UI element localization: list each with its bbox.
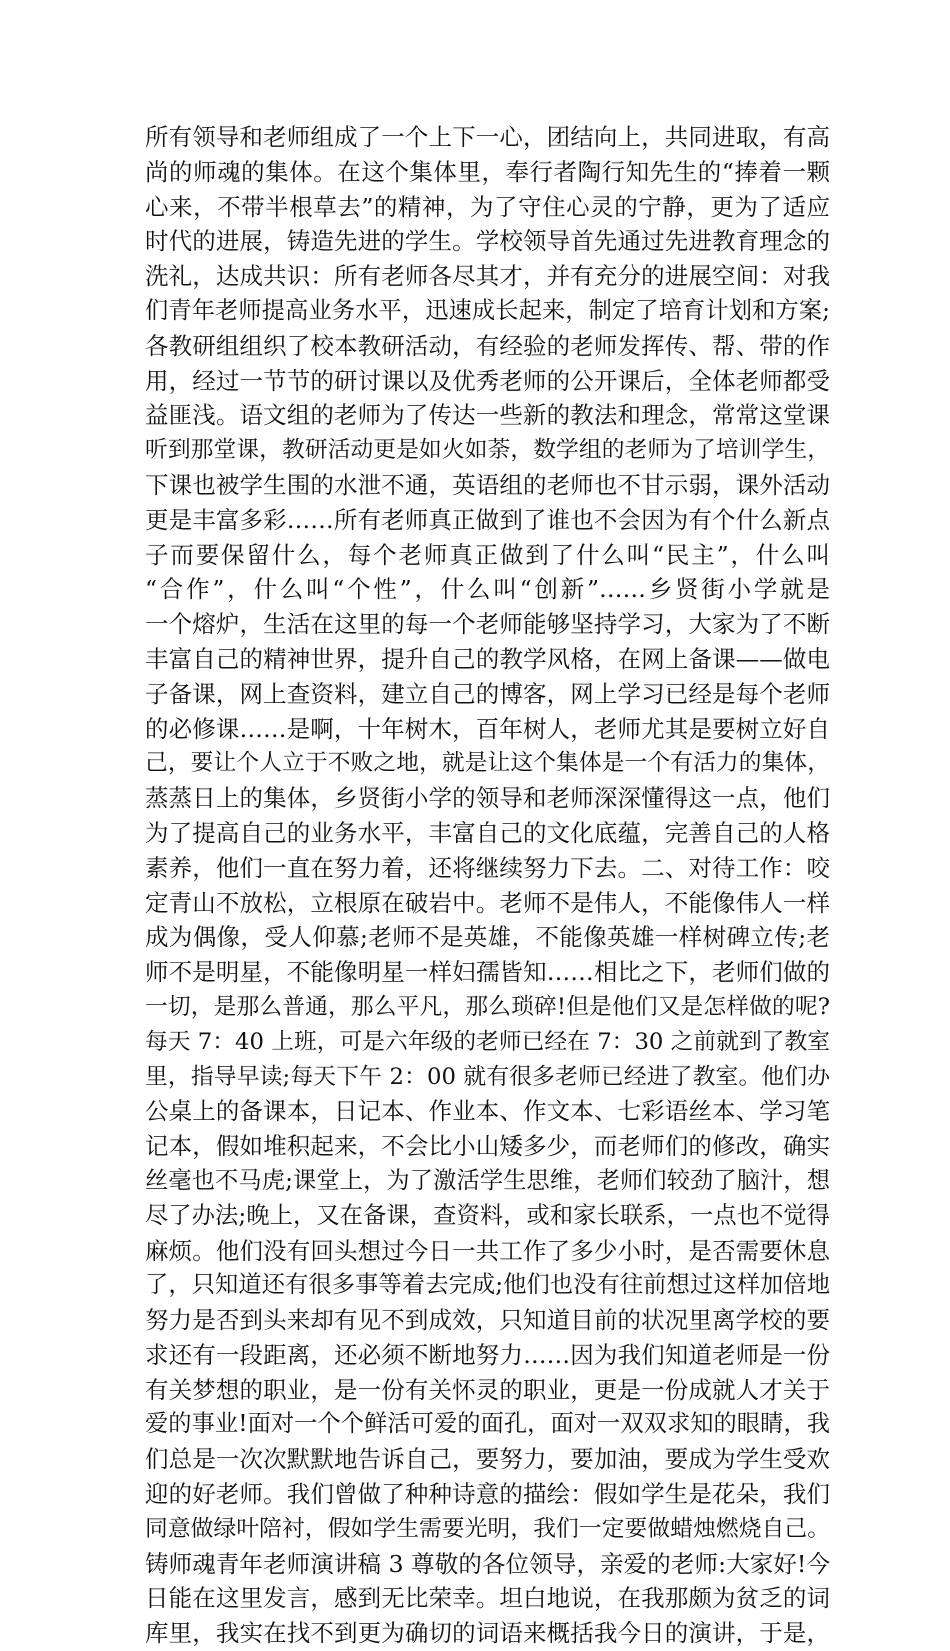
- text-line: 己，要让个人立于不败之地，就是让这个集体是一个有活力的集体，: [145, 750, 830, 777]
- text-line: 里，指导早读;每天下午 2：00 就有很多老师已经进了教室。他们办: [145, 1063, 830, 1090]
- text-line: 洗礼，达成共识：所有老师各尽其才，并有充分的进展空间：对我: [145, 262, 830, 291]
- text-line: 迎的好老师。我们曾做了种种诗意的描绘：假如学生是花朵，我们: [145, 1480, 830, 1509]
- text-line: 的必修课……是啊，十年树木，百年树人，老师尤其是要树立好自: [145, 714, 830, 743]
- text-line: 丝毫也不马虎;课堂上，为了激活学生思维，老师们较劲了脑汁，想: [145, 1166, 830, 1194]
- body-text: [145, 120, 830, 1651]
- text-line: 们青年老师提高业务水平，迅速成长起来，制定了培育计划和方案;: [145, 296, 830, 324]
- text-line: 尽了办法;晚上，又在备课，查资料，或和家长联系，一点也不觉得: [145, 1201, 830, 1229]
- text-line: 时代的进展，铸造先进的学生。学校领导首先通过先进教育理念的: [145, 227, 830, 256]
- text-line: 记本，假如堆积起来，不会比小山矮多少，而老师们的修改，确实: [145, 1132, 830, 1161]
- text-line: 尚的师魂的集体。在这个集体里，奉行者陶行知先生的“捧着一颗: [145, 157, 830, 186]
- text-line: 爱的事业!面对一个个鲜活可爱的面孔，面对一双双求知的眼睛，我: [145, 1410, 830, 1438]
- text-line: 一切，是那么普通，那么平凡，那么琐碎!但是他们又是怎样做的呢?: [145, 993, 830, 1020]
- text-line: 益匪浅。语文组的老师为了传达一些新的教法和理念，常常这堂课: [145, 401, 830, 430]
- text-line: 为了提高自己的业务水平，丰富自己的文化底蕴，完善自己的人格: [145, 818, 830, 847]
- text-line: 求还有一段距离，还必须不断地努力……因为我们知道老师是一份: [145, 1340, 830, 1369]
- text-line: “合作”，什么叫“个性”，什么叫“创新”……乡贤街小学就是: [145, 575, 830, 604]
- text-line: 努力是否到头来却有见不到成效，只知道目前的状况里离学校的要: [145, 1306, 830, 1335]
- text-line: 心来，不带半根草去”的精神，为了守住心灵的宁静，更为了适应: [145, 192, 830, 221]
- text-line: 丰富自己的精神世界，提升自己的教学风格，在网上备课——做电: [145, 644, 830, 673]
- text-line: 蒸蒸日上的集体，乡贤街小学的领导和老师深深懂得这一点，他们: [145, 784, 830, 813]
- text-line: 公桌上的备课本，日记本、作业本、作文本、七彩语丝本、学习笔: [145, 1097, 830, 1126]
- text-line: 用，经过一节节的研讨课以及优秀老师的公开课后，全体老师都受: [145, 366, 830, 395]
- text-line: 素养，他们一直在努力着，还将继续努力下去。二、对待工作：咬: [145, 853, 830, 882]
- text-line: 一个熔炉，生活在这里的每一个老师能够坚持学习，大家为了不断: [145, 610, 830, 639]
- text-line: 师不是明星，不能像明星一样妇孺皆知……相比之下，老师们做的: [145, 958, 830, 987]
- text-line: 子而要保留什么，每个老师真正做到了什么叫“民主”，什么叫: [145, 540, 830, 569]
- text-line: 每天 7：40 上班，可是六年级的老师已经在 7：30 之前就到了教室: [145, 1028, 830, 1055]
- text-line: 了，只知道还有很多事等着去完成;他们也没有往前想过这样加倍地: [145, 1271, 830, 1299]
- text-line: 库里，我实在找不到更为确切的词语来概括我今日的演讲，于是，: [145, 1619, 830, 1648]
- text-line: 各教研组组织了校本教研活动，有经验的老师发挥传、帮、带的作: [145, 331, 830, 360]
- text-line: 更是丰富多彩……所有老师真正做到了谁也不会因为有个什么新点: [145, 505, 830, 534]
- text-line: 同意做绿叶陪衬，假如学生需要光明，我们一定要做蜡烛燃烧自己。: [145, 1515, 830, 1542]
- text-line: 下课也被学生围的水泄不通，英语组的老师也不甘示弱，课外活动: [145, 470, 830, 499]
- text-line: 听到那堂课，教研活动更是如火如荼，数学组的老师为了培训学生，: [145, 437, 830, 464]
- text-line: 所有领导和老师组成了一个上下一心，团结向上，共同进取，有高: [145, 123, 830, 151]
- text-line: 们总是一次次默默地告诉自己，要努力，要加油，要成为学生受欢: [145, 1445, 830, 1474]
- text-line: 成为偶像，受人仰慕;老师不是英雄，不能像英雄一样树碑立传;老: [145, 923, 830, 952]
- text-line: 日能在这里发言，感到无比荣幸。坦白地说，在我那颇为贫乏的词: [145, 1584, 830, 1613]
- text-line: 子备课，网上查资料，建立自己的博客，网上学习已经是每个老师: [145, 679, 830, 708]
- text-line: 麻烦。他们没有回头想过今日一共工作了多少小时，是否需要休息: [145, 1236, 830, 1265]
- text-line: 定青山不放松，立根原在破岩中。老师不是伟人，不能像伟人一样: [145, 888, 830, 917]
- text-line: 铸师魂青年老师演讲稿 3 尊敬的各位领导，亲爱的老师:大家好!今: [145, 1549, 830, 1578]
- text-line: 有关梦想的职业，是一份有关怀灵的职业，更是一份成就人才关于: [145, 1375, 830, 1404]
